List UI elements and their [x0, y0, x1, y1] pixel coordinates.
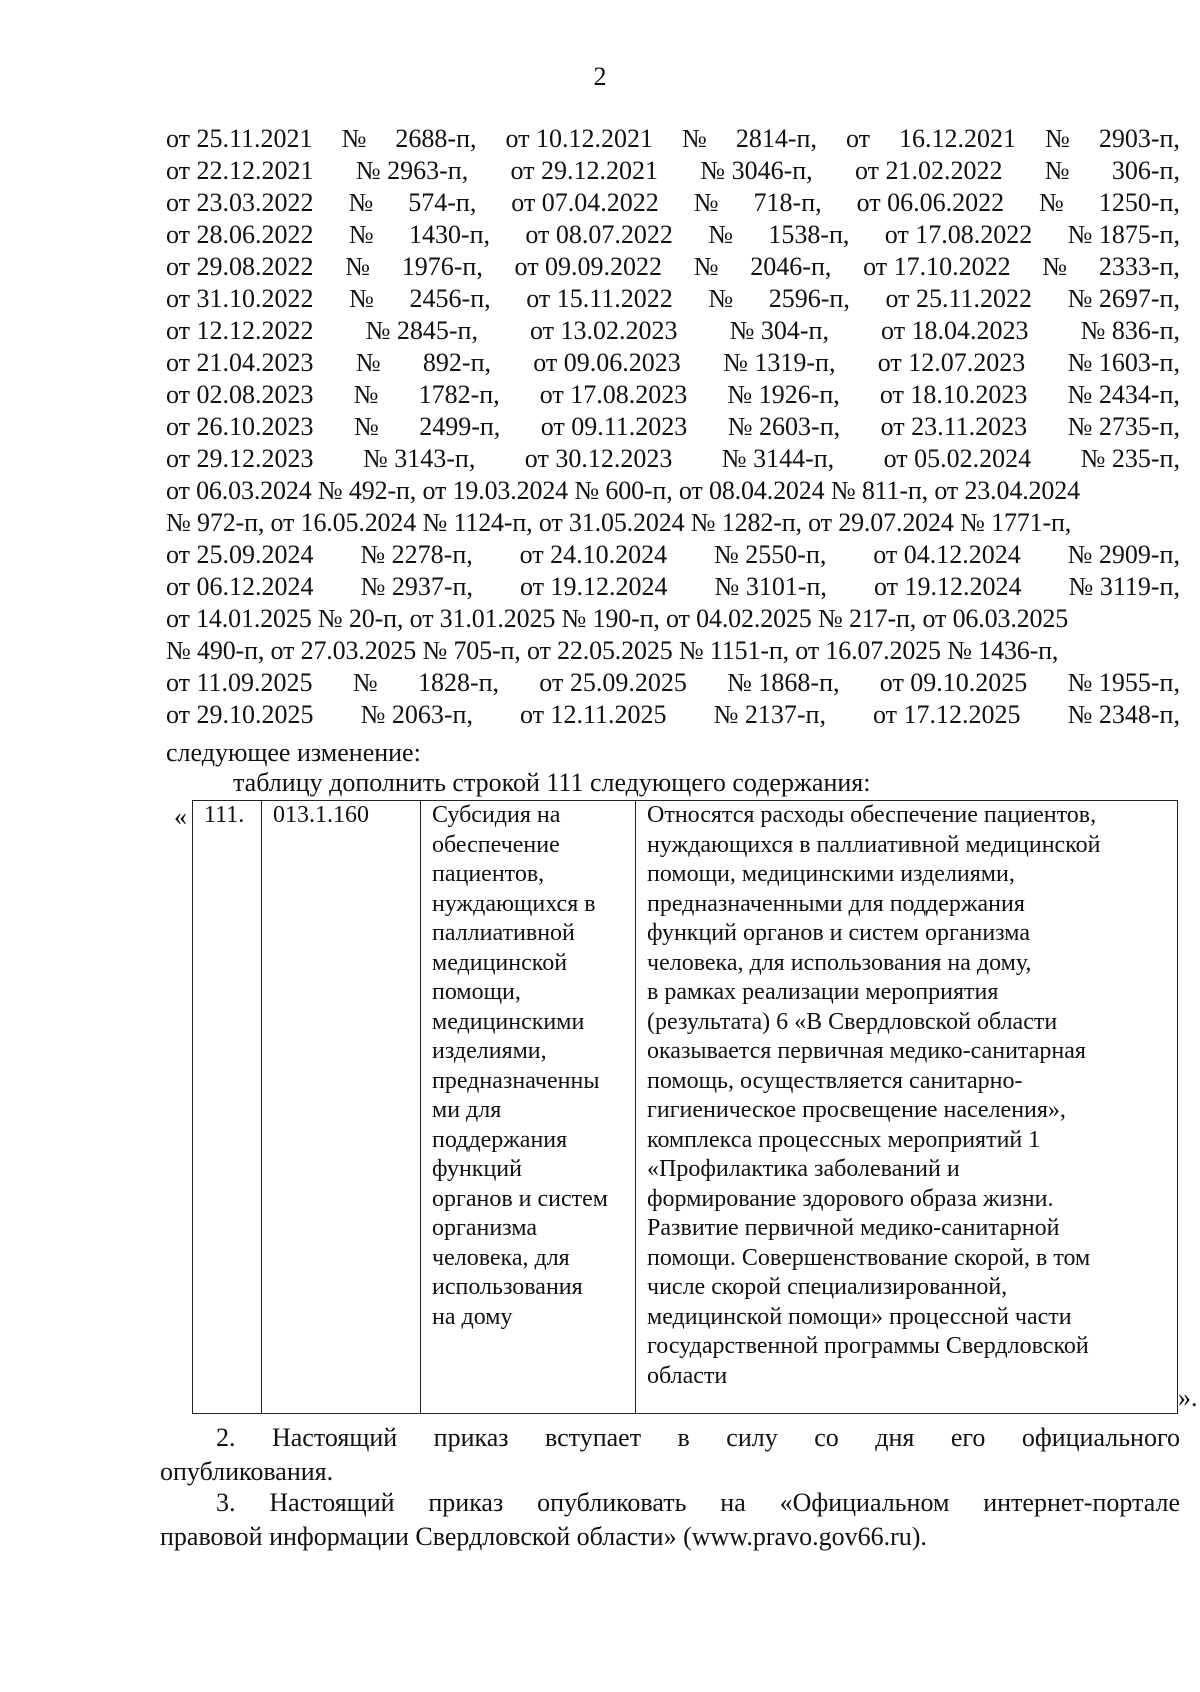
name-line: паллиативной [432, 920, 575, 946]
reference-line [166, 251, 1180, 283]
reference-line [166, 411, 1180, 443]
reference-token: № 972-п, от 16.05.2024 № 1124-п, от 31.05.2024 № 1282-п, от 29.07.2024 № 1771-п, [166, 508, 1072, 537]
reference-token: от 26.10.2023 [166, 412, 314, 441]
reference-line [166, 635, 1180, 667]
reference-token: № 235-п, [1080, 444, 1180, 473]
reference-token: 1976-п, [401, 252, 483, 281]
name-cell [421, 801, 636, 1414]
description-line: Относятся расходы обеспечение пациентов, [647, 802, 1097, 828]
reference-token: № 3143-п, [362, 444, 476, 473]
reference-token: № [708, 284, 734, 313]
description-line: числе скорой специализированной, [647, 1274, 1008, 1300]
reference-token: № 1926-п, [727, 380, 840, 409]
reference-token: № [353, 412, 379, 441]
reference-token: 306-п, [1111, 156, 1180, 185]
reference-token: № 2550-п, [713, 540, 827, 569]
reference-line [166, 443, 1180, 475]
reference-token: от 04.12.2024 [873, 540, 1021, 569]
description-line: помощи, медицинскими изделиями, [647, 861, 1015, 887]
paragraph-2 [160, 1421, 1180, 1489]
reference-token: от 30.12.2023 [524, 444, 673, 473]
reference-token: № 2735-п, [1067, 412, 1180, 441]
reference-token: от 25.09.2024 [166, 540, 314, 569]
description-line: формирование здорового образа жизни. [647, 1185, 1054, 1212]
reference-token: 2688-п, [395, 124, 477, 153]
reference-token: 1782-п, [418, 380, 500, 409]
description-cell [636, 801, 1178, 1414]
reference-line [166, 155, 1180, 187]
description-line: нуждающихся в паллиативной медицинской [647, 831, 1101, 858]
description-line: человека, для использования на дому, [647, 949, 1032, 976]
reference-token: № 1868-п, [727, 668, 840, 697]
reference-token: № 2063-п, [360, 700, 473, 729]
reference-token: от 09.06.2023 [533, 348, 681, 377]
table-caption: таблицу дополнить строкой 111 следующего содержания: [233, 768, 871, 797]
paragraph-2-line-1: 2. Настоящий приказ вступает в силу со дня его официального [216, 1423, 1180, 1452]
reference-line [166, 539, 1180, 571]
reference-token: № 1319-п, [723, 348, 836, 377]
reference-token: от 09.10.2025 [879, 668, 1028, 697]
reference-token: 718-п, [753, 188, 822, 217]
reference-token: № 3144-п, [721, 444, 835, 473]
reference-token: № 2909-п, [1067, 540, 1180, 569]
reference-token: № [345, 252, 371, 281]
reference-line [166, 667, 1180, 699]
description-line: «Профилактика заболеваний и [647, 1156, 960, 1182]
name-line: человека, для [432, 1244, 570, 1271]
reference-token: № [693, 252, 719, 281]
name-line: поддержания [432, 1126, 568, 1153]
name-line: медицинскими [432, 1008, 585, 1035]
reference-token: № 2845-п, [365, 316, 478, 345]
reference-line [166, 187, 1180, 219]
description-line: оказывается первичная медико-санитарная [647, 1038, 1086, 1064]
reference-token: от 17.08.2022 [884, 220, 1033, 249]
reference-token: № 490-п, от 27.03.2025 № 705-п, от 22.05.2025 № 1151-п, от 16.07.2025 № 1436-п, [166, 636, 1059, 665]
reference-token: от 06.06.2022 [856, 188, 1005, 217]
reference-line [166, 379, 1180, 411]
reference-token: от 18.10.2023 [879, 380, 1028, 409]
reference-token: от 29.12.2023 [166, 444, 314, 473]
description-line: функций органов и систем организма [647, 920, 1030, 946]
reference-token: от 17.08.2023 [539, 380, 688, 409]
reference-token: от 12.07.2023 [877, 348, 1026, 377]
name-line: помощи, [432, 979, 521, 1005]
reference-token: от [845, 124, 870, 153]
description-line: помощь, осуществляется санитарно- [647, 1067, 1023, 1094]
name-line: организма [432, 1215, 537, 1241]
reference-token: 2499-п, [419, 412, 501, 441]
reference-token: от 11.09.2025 [166, 668, 313, 697]
paragraph-3-line-2: правовой информации Свердловской области» (www.pravo.gov66.ru). [160, 1522, 927, 1551]
reference-token: № 3119-п, [1068, 572, 1180, 601]
reference-token: № [1045, 124, 1070, 153]
reference-token: № 1603-п, [1067, 348, 1180, 377]
reference-token: № 2937-п, [360, 572, 473, 601]
reference-token: № 836-п, [1080, 316, 1180, 345]
description-line: гигиеническое просвещение населения», [647, 1097, 1066, 1123]
reference-token: от 17.12.2025 [873, 700, 1021, 729]
reference-token: 2596-п, [768, 284, 850, 313]
reference-token: от 13.02.2023 [530, 316, 678, 345]
reference-token: № 2434-п, [1067, 380, 1180, 409]
description-line: предназначенными для поддержания [647, 890, 1025, 917]
paragraph-3-line-1: 3. Настоящий приказ опубликовать на «Официальном интернет-портале [216, 1488, 1180, 1517]
name-line: предназначенны [432, 1067, 600, 1094]
reference-token: 2903-п, [1098, 124, 1180, 153]
reference-line [166, 507, 1180, 539]
name-line: функций [432, 1156, 522, 1182]
description-line: Развитие первичной медико-санитарной [647, 1215, 1060, 1241]
reference-token: № 2137-п, [713, 700, 826, 729]
reference-token: от 29.10.2025 [166, 700, 314, 729]
reference-token: от 15.11.2022 [526, 284, 673, 313]
reference-token: 574-п, [408, 188, 477, 217]
paragraph-2-line-2: опубликования. [160, 1457, 334, 1486]
reference-token: от 14.01.2025 № 20-п, от 31.01.2025 № 190-п, от 04.02.2025 № 217-п, от 06.03.2025 [166, 604, 1069, 633]
reference-token: № 2963-п, [355, 156, 469, 185]
reference-token: от 02.08.2023 [166, 380, 314, 409]
reference-token: от 25.11.2022 [885, 284, 1032, 313]
reference-token: от 09.11.2023 [540, 412, 688, 441]
description-line: государственной программы Свердловской [647, 1333, 1089, 1359]
reference-token: № 304-п, [729, 316, 829, 345]
intro-text: следующее изменение: [166, 738, 421, 767]
reference-token: от 28.06.2022 [166, 220, 314, 249]
row-number-cell [193, 801, 262, 1414]
reference-token: № [682, 124, 707, 153]
description-line: медицинской помощи» процессной части [647, 1303, 1072, 1330]
name-line: органов и систем [432, 1185, 608, 1212]
reference-token: от 29.12.2021 [510, 156, 659, 185]
reference-line [166, 475, 1180, 507]
reference-token: № 2697-п, [1067, 284, 1180, 313]
amendment-references [166, 123, 1180, 731]
row-number: 111. [204, 802, 245, 828]
table-row [193, 801, 1178, 1414]
reference-line [166, 123, 1180, 155]
description-line: области [647, 1362, 728, 1389]
name-line: нуждающихся в [432, 890, 596, 917]
reference-token: 1250-п, [1098, 188, 1180, 217]
reference-line [166, 603, 1180, 635]
reference-line [166, 699, 1180, 731]
closing-quote: ». [1178, 1383, 1198, 1412]
reference-line [166, 571, 1180, 603]
reference-token: № [693, 188, 719, 217]
name-line: изделиями, [432, 1038, 547, 1064]
reference-token: № 3046-п, [700, 156, 813, 185]
reference-token: 2814-п, [735, 124, 817, 153]
reference-token: от 23.03.2022 [166, 188, 314, 217]
paragraph-3 [160, 1486, 1180, 1554]
reference-token: от 19.12.2024 [873, 572, 1022, 601]
opening-quote: « [174, 802, 187, 831]
reference-token: от 12.12.2022 [166, 316, 314, 345]
reference-line [166, 347, 1180, 379]
reference-token: № [708, 220, 734, 249]
reference-token: от 25.11.2021 [166, 124, 313, 153]
reference-token: № [1042, 252, 1068, 281]
reference-line [166, 219, 1180, 251]
reference-token: от 31.10.2022 [166, 284, 314, 313]
name-line: ми для [432, 1097, 502, 1123]
reference-token: 1430-п, [408, 220, 491, 249]
reference-line [166, 283, 1180, 315]
budget-code: 013.1.160 [273, 802, 369, 828]
reference-token: от 29.08.2022 [166, 252, 314, 281]
reference-token: от 21.04.2023 [166, 348, 314, 377]
description-line: помощи. Совершенствование скорой, в том [647, 1244, 1091, 1271]
reference-token: от 25.09.2025 [539, 668, 687, 697]
reference-token: № [348, 188, 374, 217]
reference-token: 2456-п, [409, 284, 491, 313]
reference-token: от 10.12.2021 [505, 124, 654, 153]
reference-token: № [352, 668, 378, 697]
reference-token: от 21.02.2022 [854, 156, 1003, 185]
reference-token: 1828-п, [417, 668, 500, 697]
name-line: Субсидия на [432, 802, 561, 828]
reference-token: от 23.11.2023 [880, 412, 1028, 441]
description-line: в рамках реализации мероприятия [647, 979, 999, 1005]
reference-token: № [1039, 188, 1064, 217]
reference-token: от 06.03.2024 № 492-п, от 19.03.2024 № 600-п, от 08.04.2024 № 811-п, от 23.04.2024 [166, 476, 1080, 505]
name-line: медицинской [432, 949, 568, 976]
description-line: комплекса процессных мероприятий 1 [647, 1126, 1041, 1153]
name-line: на дому [432, 1303, 513, 1330]
reference-token: от 05.02.2024 [883, 444, 1032, 473]
name-line: использования [432, 1274, 583, 1300]
reference-line [166, 315, 1180, 347]
reference-token: от 24.10.2024 [519, 540, 668, 569]
reference-token: № 2603-п, [727, 412, 841, 441]
reference-token: № 3101-п, [714, 572, 827, 601]
reference-token: от 06.12.2024 [166, 572, 314, 601]
page-number: 2 [593, 62, 607, 91]
reference-token: № 2278-п, [360, 540, 473, 569]
reference-token: от 08.07.2022 [525, 220, 673, 249]
code-cell [262, 801, 421, 1414]
reference-token: 2046-п, [750, 252, 832, 281]
reference-token: № [1044, 156, 1070, 185]
description-line: (результата) 6 «В Свердловской области [647, 1008, 1058, 1035]
reference-token: № [341, 124, 367, 153]
name-line: пациентов, [432, 861, 545, 887]
reference-token: № 2348-п, [1067, 700, 1180, 729]
reference-token: № 1875-п, [1067, 220, 1180, 249]
reference-token: от 09.09.2022 [514, 252, 663, 281]
reference-token: № [349, 284, 374, 313]
reference-token: № 1955-п, [1067, 668, 1180, 697]
reference-token: от 07.04.2022 [511, 188, 659, 217]
reference-token: № [348, 220, 374, 249]
reference-token: 2333-п, [1098, 252, 1180, 281]
reference-token: от 12.11.2025 [519, 700, 667, 729]
reference-token: № [355, 348, 381, 377]
reference-token: от 22.12.2021 [166, 156, 314, 185]
reference-token: от 17.10.2022 [863, 252, 1011, 281]
reference-token: № [353, 380, 379, 409]
reference-token: 892-п, [422, 348, 491, 377]
amendment-table [192, 800, 1178, 1414]
reference-token: от 18.04.2023 [881, 316, 1029, 345]
reference-token: 1538-п, [768, 220, 850, 249]
reference-token: от 19.12.2024 [519, 572, 668, 601]
name-line: обеспечение [432, 831, 560, 858]
reference-token: 16.12.2021 [899, 124, 1017, 153]
